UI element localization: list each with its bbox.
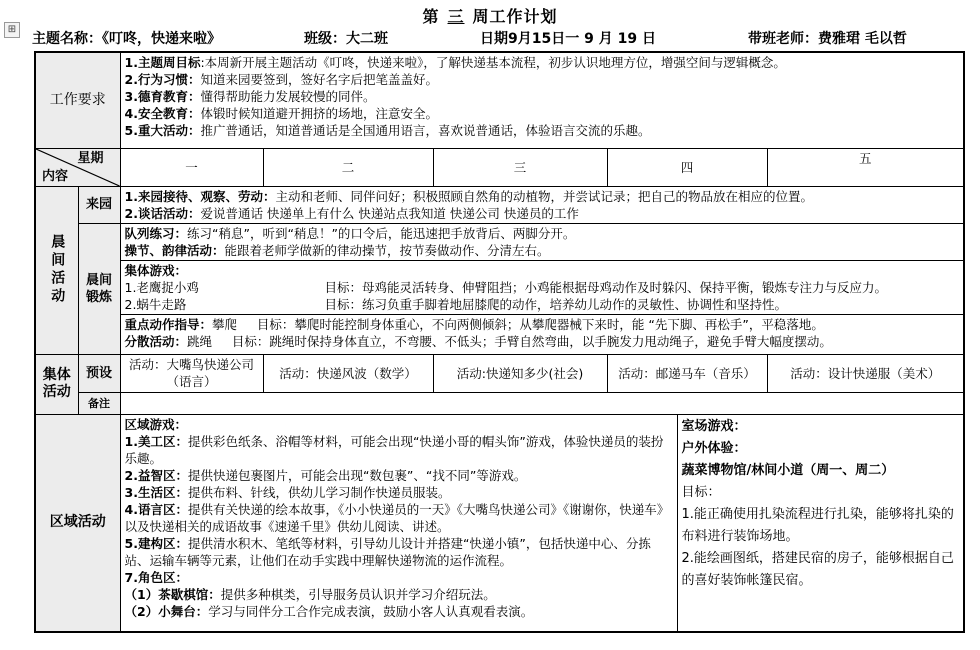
role-1: （1）茶歇棋馆：提供多种棋类，引导服务员认识并学习介绍玩法。 bbox=[124, 586, 496, 602]
requirements-row bbox=[35, 52, 964, 148]
class-name: 班级：大二班 bbox=[304, 31, 388, 47]
outdoor-goal-1: 1.能正确使用扎染流程进行扎染，能够将扎染的布料进行装饰场地。 bbox=[681, 506, 954, 544]
group-games-head: 集体游戏： bbox=[124, 262, 188, 278]
area-item-2: 2.益智区：提供快递包裹图片，可能会出现“数包裹”、“找不同”等游戏。 bbox=[124, 467, 527, 483]
day-wed: 三 bbox=[433, 148, 607, 186]
outdoor-sub: 户外体验： bbox=[681, 440, 747, 456]
diagonal-header-cell bbox=[35, 148, 120, 186]
outdoor-goal-label: 目标： bbox=[681, 484, 721, 500]
exercise-drill-row bbox=[35, 223, 964, 260]
activity-wed: 活动:快递知多少(社会) bbox=[433, 354, 607, 392]
area-activity-row bbox=[35, 414, 964, 632]
teachers: 带班老师：费雅珺 毛以哲 bbox=[748, 31, 907, 47]
area-item-3: 3.生活区：提供布料、针线，供幼儿学习制作快递员服装。 bbox=[124, 484, 451, 500]
area-activity-label: 区域活动 bbox=[35, 414, 120, 632]
date-range: 日期9月15日一 9 月 19 日 bbox=[480, 31, 656, 47]
activity-tue: 活动：快递风波（数学） bbox=[263, 354, 433, 392]
group-activity-label: 集体活动 bbox=[35, 354, 78, 414]
exercise-label: 晨间锻炼 bbox=[78, 223, 120, 354]
day-fri: 五 bbox=[767, 148, 964, 186]
area-games-content bbox=[120, 414, 677, 632]
arrival-row bbox=[35, 186, 964, 223]
rhythm-line: 操节、韵律活动：能跟着老师学做新的律动操节，按节奏做动作、分清左右。 bbox=[124, 242, 550, 258]
day-mon: 一 bbox=[120, 148, 263, 186]
req-item-4: 4.安全教育：体锻时候知道避开拥挤的场地，注意安全。 bbox=[124, 106, 438, 121]
day-tue: 二 bbox=[263, 148, 433, 186]
arrival-line-2: 2.谈话活动：爱说普通话 快递单上有什么 快递站点我知道 快递公司 快递员的工作 bbox=[124, 205, 579, 221]
drill-line: 队列练习：练习“稍息”，听到“稍息！”的口令后，能迅速把手放背后、两脚分开。 bbox=[124, 225, 576, 241]
group-games-content bbox=[120, 260, 964, 314]
note-label: 备注 bbox=[78, 392, 120, 414]
arrival-line-1: 1.来园接待、观察、劳动：主动和老师、同伴问好；积极照顾自然角的动植物，并尝试记录；把自己的物品放在相应的位置。 bbox=[124, 188, 813, 204]
area-item-5: 5.建构区：提供清水积木、笔纸等材料，引导幼儿设计并搭建“快递小镇”，包括快递中心、分拣站、运输车辆等元素，让他们在动手实践中理解快递物流的运作流程。 bbox=[124, 535, 651, 568]
role-2: （2）小舞台：学习与同伴分工合作完成表演，鼓励小客人认真观看表演。 bbox=[124, 603, 534, 619]
outdoor-goal-2: 2.能绘画图纸，搭建民宿的房子，能够根据自己的喜好装饰帐篷民宿。 bbox=[681, 550, 954, 588]
title-suffix: 周工作计划 bbox=[472, 7, 558, 26]
title-week-number: 三 bbox=[447, 7, 465, 26]
requirements-content bbox=[120, 52, 964, 148]
notes-content bbox=[120, 392, 964, 414]
req-item-5: 5.重大活动：推广普通话，知道普通话是全国通用语言，喜欢说普通话，体验语言交流的乐趣。 bbox=[124, 123, 651, 138]
split-line: 分散活动：跳绳 目标：跳绳时保持身体直立，不弯腰、不低头；手臂自然弯曲，以手腕发力甩动绳子，避免手臂大幅度摆动。 bbox=[124, 333, 832, 349]
table-move-handle[interactable]: ⊞ bbox=[4, 22, 20, 38]
title-prefix: 第 bbox=[422, 7, 440, 26]
req-item-2: 2.行为习惯：知道来园要签到，签好名字后把笔盖盖好。 bbox=[124, 72, 438, 87]
game-2: 2.蜗牛走路 目标：练习负重手脚着地屈膝爬的动作，培养幼儿动作的灵敏性、协调性和坚持性。 bbox=[124, 296, 788, 312]
morning-label: 晨间活动 bbox=[35, 186, 78, 354]
focus-row bbox=[35, 314, 964, 354]
plan-label: 预设 bbox=[78, 354, 120, 392]
activity-mon: 活动：大嘴鸟快递公司（语言） bbox=[120, 354, 263, 392]
group-activity-row bbox=[35, 354, 964, 392]
arrival-label: 来园 bbox=[78, 186, 120, 223]
game-1: 1.老鹰捉小鸡 目标：母鸡能灵活转身、伸臂阻挡；小鸡能根据母鸡动作及时躲闪、保持平衡，锻炼专注力与反应力。 bbox=[124, 279, 888, 295]
outdoor-content bbox=[677, 414, 964, 632]
drill-content bbox=[120, 223, 964, 260]
activity-fri: 活动：设计快递服（美术） bbox=[767, 354, 964, 392]
notes-row bbox=[35, 392, 964, 414]
day-thu: 四 bbox=[607, 148, 767, 186]
week-label: 星期 bbox=[77, 150, 104, 166]
weekly-plan-table bbox=[34, 51, 965, 633]
group-games-row bbox=[35, 260, 964, 314]
role-area-head: 7.角色区： bbox=[124, 569, 188, 585]
requirements-label: 工作要求 bbox=[35, 52, 120, 148]
focus-content bbox=[120, 314, 964, 354]
content-label: 内容 bbox=[42, 168, 69, 184]
req-item-3: 3.德育教育：懂得帮助能力发展较慢的同伴。 bbox=[124, 89, 376, 104]
area-item-4: 4.语言区：提供有关快递的绘本故事，《小小快递员的一天》《大嘴鸟快递公司》《谢谢你，快递车》以及快递相关的成语故事《速递千里》供幼儿阅读、讲述。 bbox=[124, 501, 670, 534]
theme-name: 主题名称：《叮咚，快递来啦》 bbox=[32, 31, 221, 47]
focus-line: 重点动作指导：攀爬 目标：攀爬时能控制身体重心，不向两侧倾斜；从攀爬器械下来时，能 “先下脚、再松手”，平稳落地。 bbox=[124, 316, 824, 332]
activity-thu: 活动：邮递马车（音乐） bbox=[607, 354, 767, 392]
outdoor-place: 蔬菜博物馆/林间小道（周一、周二） bbox=[681, 462, 895, 478]
area-item-1: 1.美工区：提供彩色纸条、浴帽等材料，可能会出现“快递小哥的帽头饰”游戏，体验快递员的装扮乐趣。 bbox=[124, 433, 664, 466]
outdoor-head: 室场游戏： bbox=[681, 418, 747, 434]
area-games-head: 区域游戏： bbox=[124, 416, 188, 432]
arrival-content bbox=[120, 186, 964, 223]
page-title bbox=[0, 4, 980, 27]
weekday-row bbox=[35, 148, 964, 186]
req-item-1: 1.主题周目标:本周新开展主题活动《叮咚，快递来啦》，了解快递基本流程，初步认识地理方位，增强空间与逻辑概念。 bbox=[124, 55, 786, 70]
